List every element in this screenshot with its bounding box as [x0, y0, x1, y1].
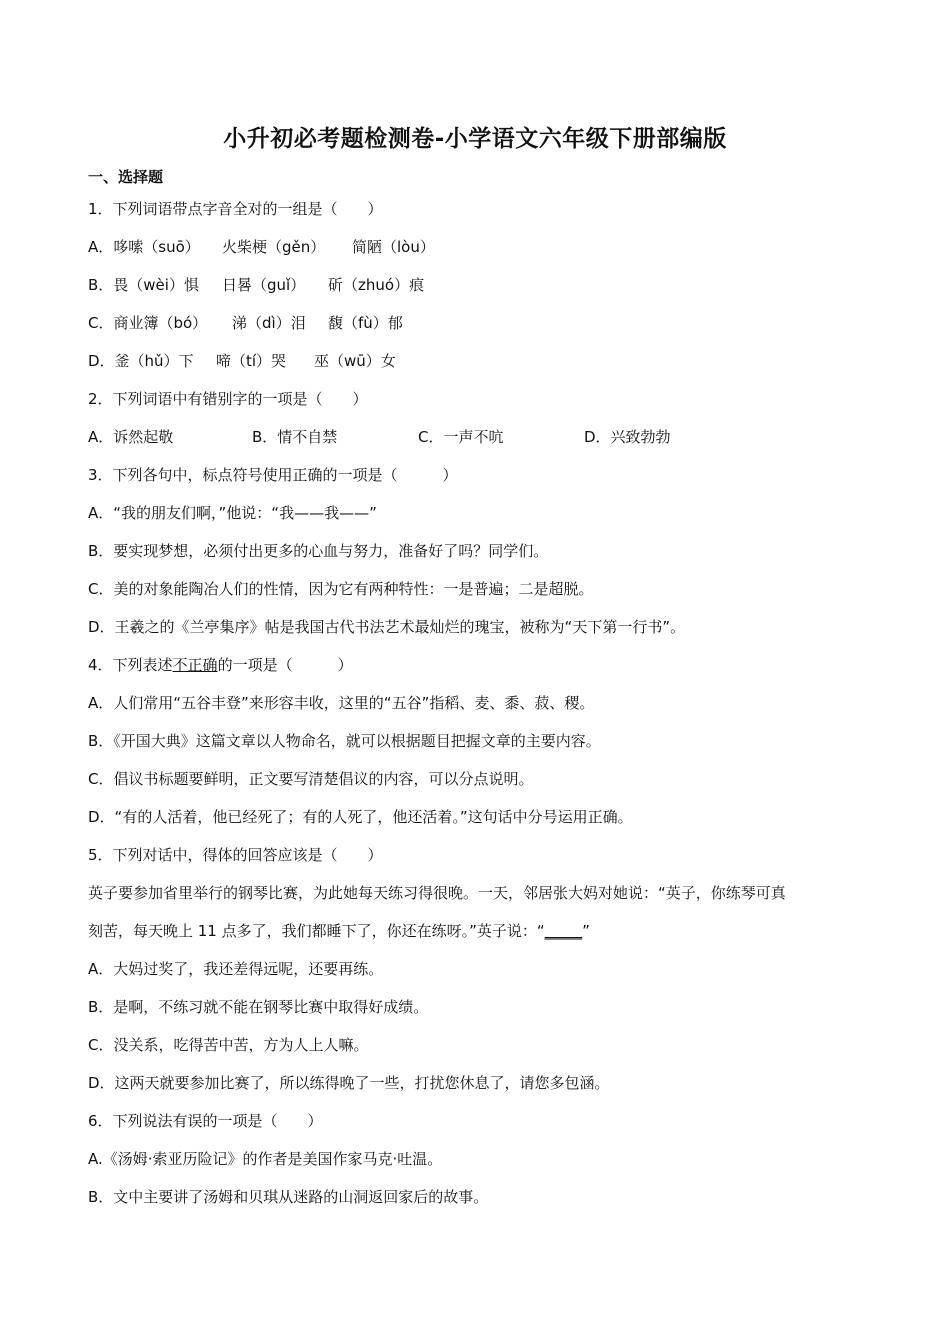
- question-3-stem: 3．下列各句中，标点符号使用正确的一项是（ ）: [88, 466, 458, 484]
- question-6-stem: 6．下列说法有误的一项是（ ）: [88, 1112, 323, 1130]
- question-5-option-a: A．大妈过奖了，我还差得远呢，还要再练。: [88, 960, 384, 978]
- q2-option-b: B．情不自禁: [252, 428, 338, 446]
- q4-stem-emphasis: 不正确: [172, 656, 218, 674]
- question-3-option-b: B．要实现梦想，必须付出更多的心血与努力，准备好了吗？同学们。: [88, 542, 549, 560]
- q1-c-part-1: C．商业簿（bó）: [88, 314, 208, 332]
- q4-stem-pre: 4．下列表述: [88, 656, 173, 674]
- q1-d-part-3: 巫（wū）女: [314, 352, 396, 370]
- q1-b-part-3: 斫（zhuó）痕: [328, 276, 425, 294]
- question-4-option-a: A．人们常用“五谷丰登”来形容丰收，这里的“五谷”指稻、麦、黍、菽、稷。: [88, 694, 595, 712]
- question-2-stem: 2．下列词语中有错别字的一项是（ ）: [88, 390, 368, 408]
- q4-stem-post: 的一项是（ ）: [217, 656, 353, 674]
- question-5-stem: 5．下列对话中，得体的回答应该是（ ）: [88, 846, 383, 864]
- question-6-option-a: A.《汤姆·索亚历险记》的作者是美国作家马克·吐温。: [88, 1150, 443, 1168]
- question-4-option-b: B．《开国大典》这篇文章以人物命名，就可以根据题目把握文章的主要内容。: [88, 732, 601, 750]
- page-title: 小升初必考题检测卷-小学语文六年级下册部编版: [223, 126, 727, 152]
- q1-a-part-2: 火柴梗（gěn）: [222, 238, 326, 256]
- question-4-option-c: C．倡议书标题要鲜明，正文要写清楚倡议的内容，可以分点说明。: [88, 770, 534, 788]
- q1-b-part-1: B．畏（wèi）惧: [88, 276, 199, 294]
- q5-passage-pre: 刻苦，每天晚上 11 点多了，我们都睡下了，你还在练呀。”英子说：“: [88, 922, 545, 940]
- q1-d-part-1: D．釜（hǔ）下: [88, 352, 194, 370]
- q1-c-part-2: 涕（dì）泪: [232, 314, 306, 332]
- question-5-passage-line-2: [88, 921, 590, 941]
- question-3-option-d: D．王羲之的《兰亭集序》帖是我国古代书法艺术最灿烂的瑰宝，被称为“天下第一行书”。: [88, 618, 686, 636]
- question-5-passage-line-1: 英子要参加省里举行的钢琴比赛，为此她每天练习得很晚。一天，邻居张大妈对她说：“英子，你练琴可真: [88, 884, 786, 902]
- q2-option-a: A．诉然起敬: [88, 428, 174, 446]
- q1-d-part-2: 啼（tí）哭: [216, 352, 287, 370]
- q1-c-part-3: 馥（fù）郁: [328, 314, 403, 332]
- question-3-option-c: C．美的对象能陶冶人们的性情，因为它有两种特性：一是普遍；二是超脱。: [88, 580, 594, 598]
- q2-option-d: D．兴致勃勃: [584, 428, 671, 446]
- question-4-stem: [88, 655, 353, 675]
- q5-answer-blank: _____: [544, 922, 583, 940]
- q2-option-c: C．一声不吭: [418, 428, 504, 446]
- section-heading: 一、选择题: [88, 168, 164, 186]
- question-3-option-a: A．“我的朋友们啊，”他说：“我——我——”: [88, 504, 377, 522]
- question-5-option-b: B．是啊，不练习就不能在钢琴比赛中取得好成绩。: [88, 998, 429, 1016]
- q1-b-part-2: 日晷（guǐ）: [222, 276, 306, 294]
- q1-a-part-3: 简陋（lòu）: [352, 238, 435, 256]
- question-1-stem: 1．下列词语带点字音全对的一组是（ ）: [88, 200, 383, 218]
- question-5-option-c: C．没关系，吃得苦中苦，方为人上人嘛。: [88, 1036, 369, 1054]
- question-4-option-d: D．“有的人活着，他已经死了；有的人死了，他还活着。”这句话中分号运用正确。: [88, 808, 633, 826]
- q5-passage-post: ”: [582, 922, 590, 940]
- q1-a-part-1: A．哆嗦（suō）: [88, 238, 200, 256]
- question-6-option-b: B．文中主要讲了汤姆和贝琪从迷路的山洞返回家后的故事。: [88, 1188, 489, 1206]
- question-5-option-d: D．这两天就要参加比赛了，所以练得晚了一些，打扰您休息了，请您多包涵。: [88, 1074, 610, 1092]
